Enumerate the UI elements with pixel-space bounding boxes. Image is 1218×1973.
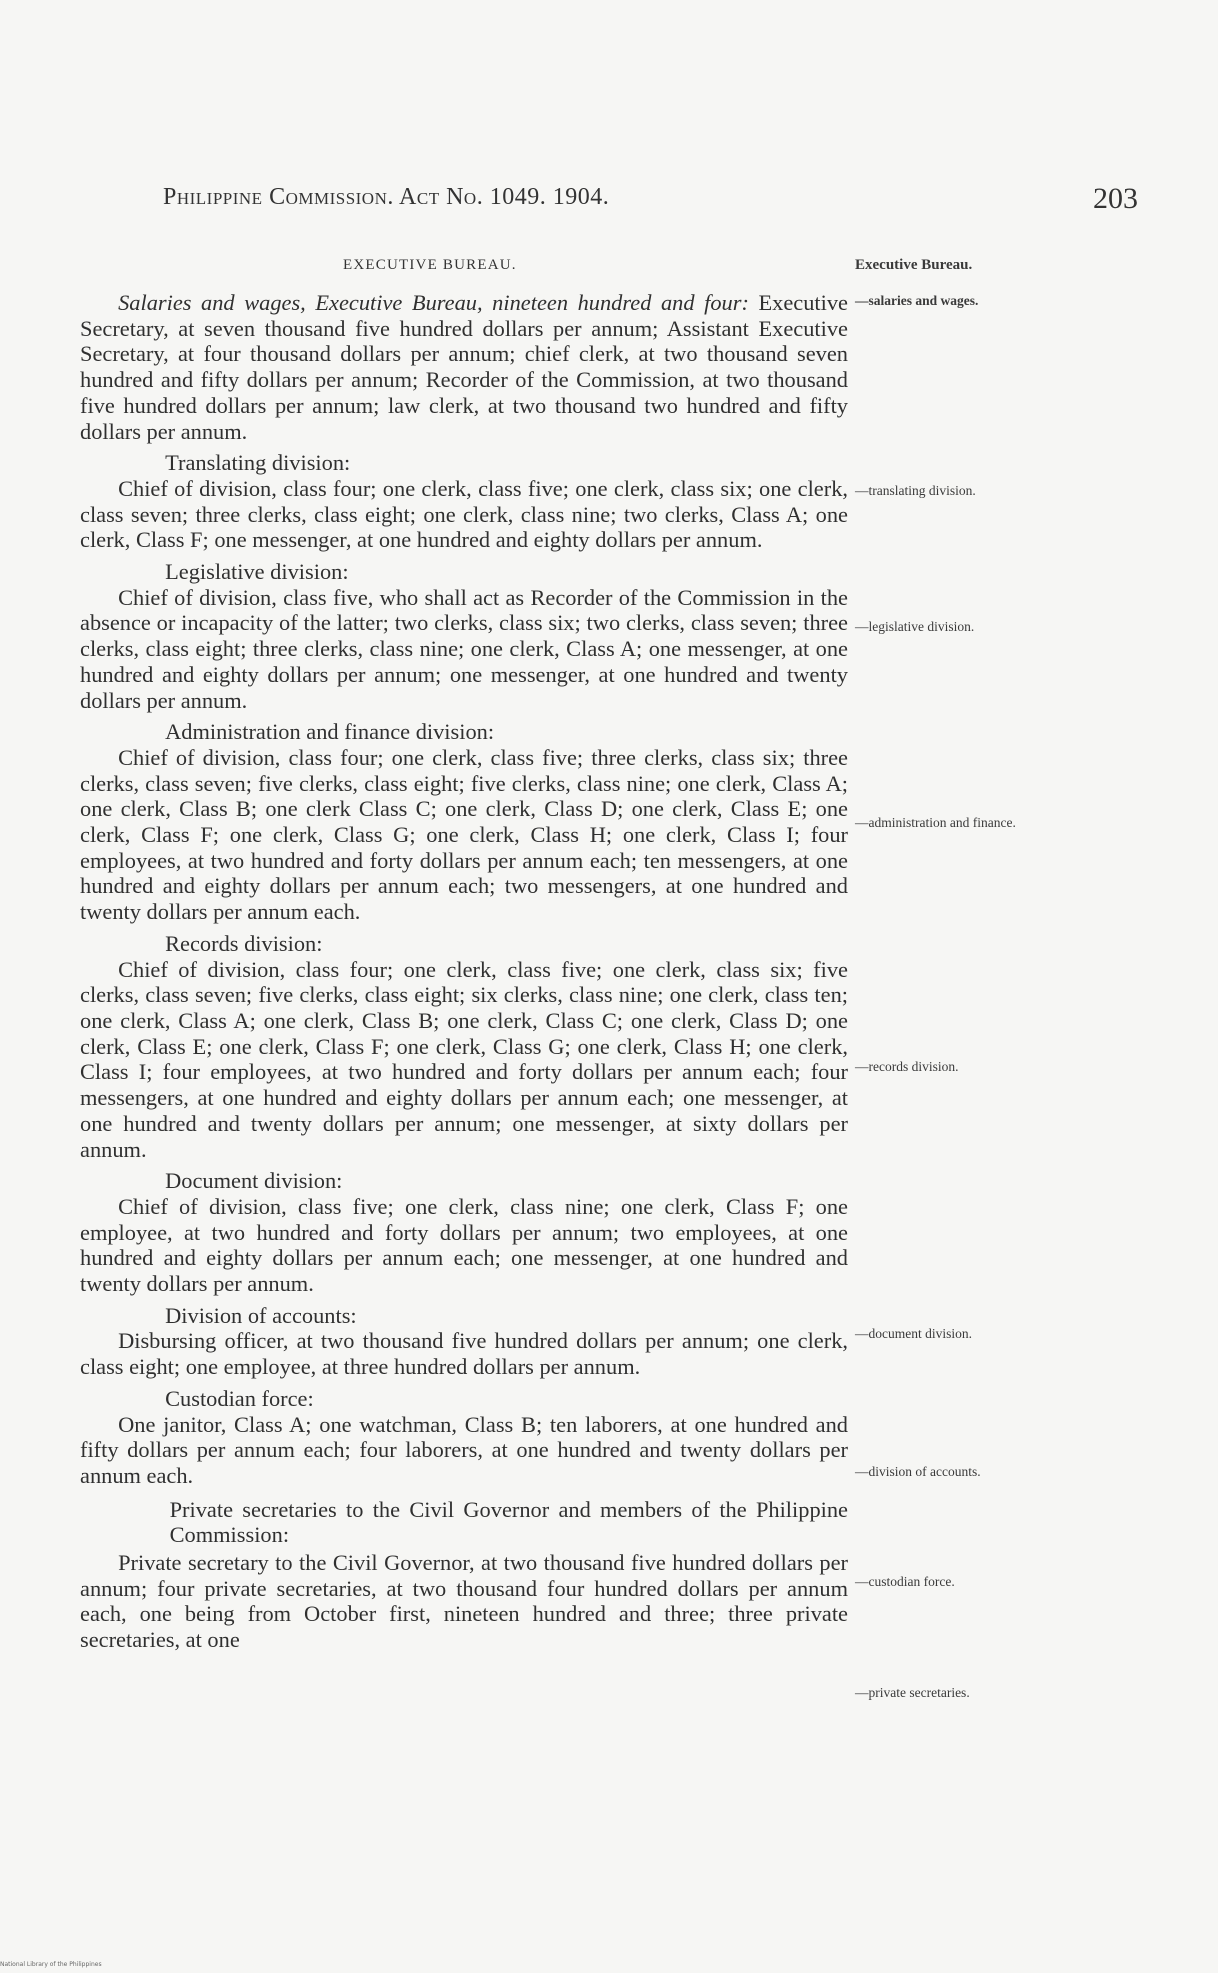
heading-records: Records division: [165,930,323,956]
margin-note-private: —private secretaries. [855,1685,970,1700]
footer-credit: National Library of the Philippines [0,1961,102,1968]
margin-note-translating: —translating division. [855,483,976,498]
margin-note-records: —records division. [855,1059,959,1074]
margin-note-administration: —administration and finance. [855,815,1016,830]
margin-note-salaries: —salaries and wages. [855,293,979,308]
running-head: Philippine Commission. Act No. 1049. 1904. [163,184,610,210]
section-title: EXECUTIVE BUREAU. [343,257,517,273]
paragraph-salaries [80,290,848,444]
margin-note-custodian: —custodian force. [855,1574,955,1589]
paragraph-custodian: One janitor, Class A; one watchman, Class B; ten laborers, at one hundred and fifty dollars per annum each; four laborers, at one hundred and twenty dollars per annum each. [80,1411,848,1488]
heading-translating: Translating division: [165,450,351,476]
margin-note-executive-bureau: Executive Bureau. [855,257,973,273]
margin-note-accounts: —division of accounts. [855,1464,981,1479]
body-text [80,290,848,1653]
paragraph-legislative: Chief of division, class five, who shall act as Recorder of the Commission in the absence or incapacity of the latter; two clerks, class six; two clerks, class seven; three clerks, class eight; three clerks, class nine; one clerk, Class A; one messenger, at one hundred and eighty dollars per annum; one messenger, at one hundred and twenty dollars per annum. [80,584,848,713]
paragraph-administration: Chief of division, class four; one clerk, class five; three clerks, class six; three clerks, class seven; five clerks, class eight; five clerks, class nine; one clerk, Class A; one clerk, Class B; one clerk Class C; one clerk, Class D; one clerk, Class E; one clerk, Class F; one clerk, Class G; one clerk, Class H; one clerk, Class I; four employees, at two hundred and forty dollars per annum each; ten messengers, at one hundred and eighty dollars per annum each; two messengers, at one hundred and twenty dollars per annum each. [80,744,848,925]
paragraph-translating: Chief of division, class four; one clerk, class five; one clerk, class six; one clerk, class seven; three clerks, class eight; one clerk, class nine; two clerks, Class A; one clerk, Class F; one messenger, at one hundred and eighty dollars per annum. [80,475,848,553]
paragraph-private-secretaries: Private secretary to the Civil Governor, at two thousand five hundred dollars per annum; four private secretaries, at two thousand four hundred dollars per annum each, one being from October first, nineteen hundred and three; three private secretaries, at one [80,1550,848,1653]
paragraph-document: Chief of division, class five; one clerk, class nine; one clerk, Class F; one employee, at two hundred and forty dollars per annum; two employees, at one hundred and eighty dollars per annum each; one messenger, at one hundred and twenty dollars per annum. [80,1193,848,1297]
heading-private-secretaries: Private secretaries to the Civil Governor and members of the Philippine Commission: [169,1496,848,1548]
margin-note-legislative: —legislative division. [855,619,975,634]
heading-accounts: Division of accounts: [165,1302,357,1328]
lead-italic: Salaries and wages, Executive Bureau, nineteen hundred and four: [118,290,749,315]
page-number: 203 [1093,182,1138,215]
heading-legislative: Legislative division: [165,559,349,585]
margin-note-document: —document division. [855,1326,972,1341]
heading-document: Document division: [165,1168,343,1194]
paragraph-records: Chief of division, class four; one clerk, class five; one clerk, class six; five clerks, class seven; five clerks, class eight; six clerks, class nine; one clerk, class ten; one clerk, Class A; one clerk, Class B; one clerk, Class C; one clerk, Class D; one clerk, Class E; one clerk, Class F; one clerk, Class G; one clerk, Class H; one clerk, Class I; four employees, at two hundred and forty dollars per annum each; four messengers, at one hundred and eighty dollars per annum each; one messenger, at one hundred and twenty dollars per annum; one messenger, at sixty dollars per annum. [80,956,848,1162]
paragraph-accounts: Disbursing officer, at two thousand five hundred dollars per annum; one clerk, class eight; one employee, at three hundred dollars per annum. [80,1328,848,1380]
heading-administration: Administration and finance division: [165,719,495,745]
heading-custodian: Custodian force: [165,1385,314,1411]
lead-rest: Executive Secretary, at seven thousand five hundred dollars per annum; Assistant Executive Secretary, at four thousand dollars per annum; chief clerk, at two thousand seven hundred and fifty dollars per annum; Recorder of the Commission, at two thousand five hundred dollars per annum; law clerk, at two thousand two hundred and fifty dollars per annum. [80,290,848,444]
